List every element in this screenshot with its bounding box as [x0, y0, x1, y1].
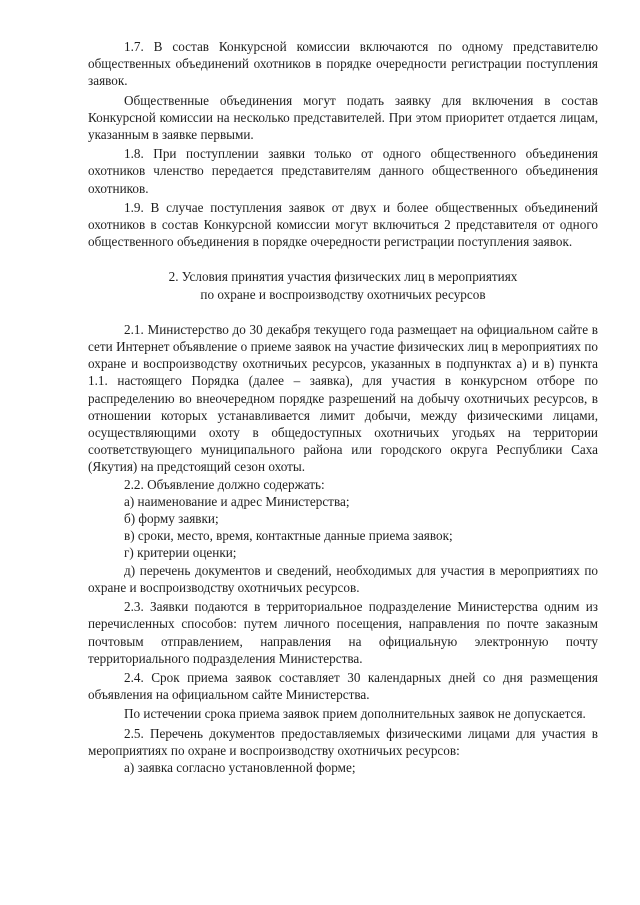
document-page [88, 38, 598, 776]
list-item-d: д) перечень документов и сведений, необходимых для участия в мероприятиях по охране и воспроизводству охотничьих ресурсов. [88, 562, 598, 595]
paragraph-2-2: 2.2. Объявление должно содержать: [124, 476, 325, 492]
paragraph-2-1: 2.1. Министерство до 30 декабря текущего года размещает на официальном сайте в сети Интернет объявление о приеме заявок на участие физических лиц в мероприятиях по охране и воспроизводству охотничьих ресурсов, указанных в подпунктах а) и в) пункта 1.1. настоящего Порядка (далее – заявка), для участия в конкурсном отборе по распределению во внеочередном порядке разрешений на добычу охотничьих ресурсов, в отношении которых устанавливается лимит добычи, между физическими лицами, осуществляющими охоту в общедоступных охотничьих угодьях на территории соответствующего муниципального района или городского округа Республики Саха (Якутия) на предстоящий сезон охоты. [88, 321, 598, 475]
paragraph-2-4: 2.4. Срок приема заявок составляет 30 календарных дней со дня размещения объявления на официальном сайте Министерства. [88, 669, 598, 703]
list-item-a-application: а) заявка согласно установленной форме; [124, 759, 356, 775]
paragraph-2-5: 2.5. Перечень документов предоставляемых физическими лицами для участия в мероприятиях по охране и воспроизводству охотничьих ресурсов: [88, 725, 598, 758]
list-item-v: в) сроки, место, время, контактные данные приема заявок; [124, 528, 453, 544]
paragraph-deadline: По истечении срока приема заявок прием дополнительных заявок не допускается. [124, 706, 586, 722]
section-heading-line-2: по охране и воспроизводству охотничьих ресурсов [200, 286, 486, 302]
list-item-b: б) форму заявки; [124, 511, 219, 527]
list-item-g: г) критерии оценки; [124, 545, 237, 561]
section-heading [88, 268, 598, 302]
paragraph-1-7: 1.7. В состав Конкурсной комиссии включаются по одному представителю общественных объединений охотников в порядке очередности регистрации поступления заявок. [88, 39, 598, 89]
section-heading-line-1: 2. Условия принятия участия физических лиц в мероприятиях [168, 269, 518, 285]
paragraph-2-3: 2.3. Заявки подаются в территориальное подразделение Министерства одним из перечисленных способов: путем личного посещения, направления по почте заказным почтовым отправлением, направления на официальную электронную почту территориального подразделения Министерства. [88, 599, 598, 666]
paragraph-associations: Общественные объединения могут подать заявку для включения в состав Конкурсной комиссии на несколько представителей. При этом приоритет отдается лицам, указанным в заявке первыми. [88, 92, 598, 143]
paragraph-1-8: 1.8. При поступлении заявки только от одного общественного объединения охотников членство передается представителям данного общественного объединения охотников. [88, 146, 598, 196]
paragraph-1-9: 1.9. В случае поступления заявок от двух и более общественных объединений охотников в состав Конкурсной комиссии могут включиться 2 представителя от одного общественного объединения в порядке очередности регистрации поступления заявок. [88, 199, 598, 250]
list-item-a: а) наименование и адрес Министерства; [124, 493, 350, 509]
